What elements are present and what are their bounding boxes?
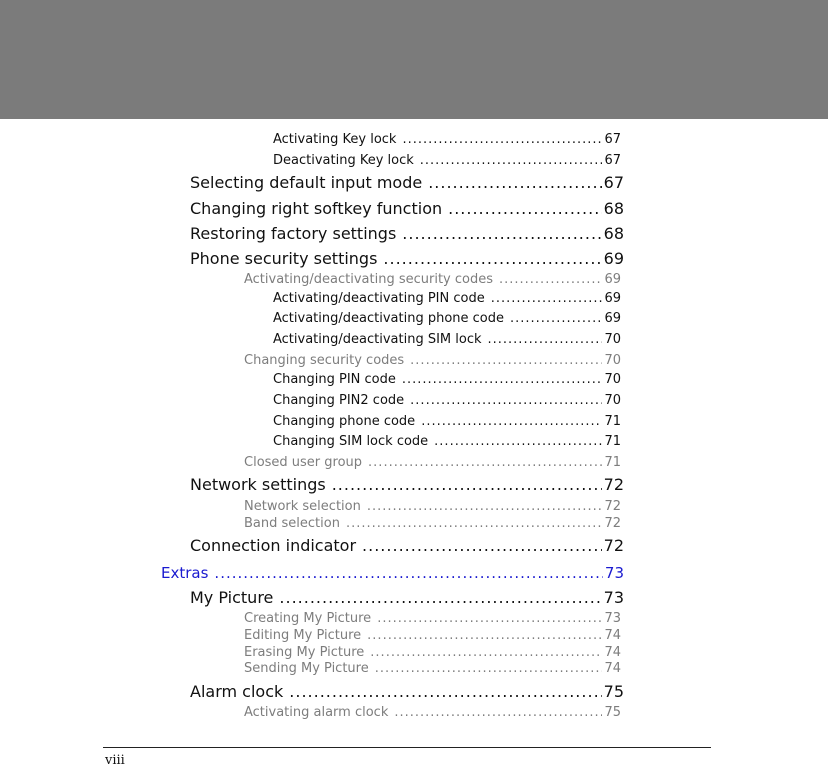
toc-entry-page: 69 [604,311,621,326]
toc-entry-page: 72 [604,516,621,531]
dot-leader [499,273,602,286]
toc-entry-label: Activating/deactivating SIM lock [273,332,482,347]
toc-entry-label: Changing security codes [244,353,405,368]
toc-entry-page: 67 [604,153,621,168]
toc-entry-closed-user-group[interactable] [244,456,621,469]
toc-entry-activating-alarm-clock[interactable] [244,706,621,719]
toc-entry-label: Changing SIM lock code [273,434,429,449]
toc-entry-page: 70 [604,353,621,368]
dot-leader [383,251,601,267]
dot-leader [367,500,603,513]
toc-entry-changing-pin2-code[interactable] [273,394,621,407]
toc-entry-editing-my-picture[interactable] [244,629,621,642]
toc-entry-label: Changing phone code [273,414,416,429]
dot-leader [377,612,602,625]
toc-entry-label: Network settings [190,475,326,494]
toc-entry-page: 71 [604,455,621,470]
toc-entry-label: Activating alarm clock [244,705,389,720]
toc-entry-label: Phone security settings [190,249,378,268]
dot-leader [214,566,602,581]
toc-entry-page: 73 [604,611,621,626]
toc-entry-page: 69 [604,291,621,306]
toc-entry-activating-deactivating-phone-code[interactable] [273,312,621,325]
dot-leader [394,706,602,719]
toc-entry-activating-deactivating-pin-code[interactable] [273,292,621,305]
toc-entry-label: Activating/deactivating security codes [244,272,493,287]
toc-entry-label: Alarm clock [190,682,284,701]
toc-entry-creating-my-picture[interactable] [244,612,621,625]
toc-entry-page: 69 [603,249,624,268]
toc-entry-label: Editing My Picture [244,628,362,643]
dot-leader [402,373,603,386]
toc-entry-label: Activating/deactivating phone code [273,311,504,326]
dot-leader [362,538,602,554]
toc-entry-label: Connection indicator [190,536,357,555]
toc-entry-page: 73 [603,588,624,607]
toc-entry-page: 71 [604,434,621,449]
toc-entry-extras[interactable] [161,566,624,581]
toc-entry-deactivating-key-lock[interactable] [273,154,621,167]
footer-rule [103,747,711,748]
dot-leader [332,477,602,493]
toc-entry-alarm-clock[interactable] [190,684,624,700]
dot-leader [428,175,601,191]
toc-entry-activating-deactivating-security-codes[interactable] [244,273,621,286]
dot-leader [279,590,601,606]
toc-entry-band-selection[interactable] [244,517,621,530]
toc-entry-changing-sim-lock-code[interactable] [273,435,621,448]
toc-entry-page: 74 [604,645,621,660]
dot-leader [434,435,602,448]
dot-leader [421,415,602,428]
dot-leader [488,333,603,346]
toc-entry-page: 73 [604,564,624,582]
dot-leader [402,226,601,242]
toc-entry-label: Activating Key lock [273,132,397,147]
dot-leader [410,394,602,407]
toc-entry-changing-pin-code[interactable] [273,373,621,386]
toc-entry-page: 74 [604,628,621,643]
header-band [0,0,828,119]
toc-entry-phone-security-settings[interactable] [190,251,624,267]
dot-leader [346,517,603,530]
toc-entry-label: My Picture [190,588,274,607]
toc-entry-page: 72 [604,499,621,514]
toc-entry-page: 67 [604,132,621,147]
toc-entry-page: 70 [604,393,621,408]
toc-entry-page: 72 [603,536,624,555]
toc-entry-label: Sending My Picture [244,661,369,676]
toc-entry-page: 68 [603,199,624,218]
dot-leader [410,354,602,367]
toc-entry-label: Changing right softkey function [190,199,443,218]
toc-entry-activating-deactivating-sim-lock[interactable] [273,333,621,346]
dot-leader [289,684,601,700]
toc-entry-page: 69 [604,272,621,287]
toc-entry-selecting-default-input-mode[interactable] [190,175,624,191]
toc-entry-page: 71 [604,414,621,429]
dot-leader [368,456,602,469]
toc-entry-activating-key-lock[interactable] [273,133,621,146]
toc-entry-network-settings[interactable] [190,477,624,493]
toc-entry-restoring-factory-settings[interactable] [190,226,624,242]
toc-entry-label: Activating/deactivating PIN code [273,291,485,306]
toc-entry-label: Erasing My Picture [244,645,365,660]
toc-entry-label: Creating My Picture [244,611,372,626]
toc-entry-label: Deactivating Key lock [273,153,414,168]
toc-entry-label: Extras [161,564,209,582]
toc-entry-sending-my-picture[interactable] [244,662,621,675]
dot-leader [510,312,602,325]
toc-entry-my-picture[interactable] [190,590,624,606]
toc-entry-label: Network selection [244,499,361,514]
toc-entry-label: Closed user group [244,455,363,470]
toc-entry-page: 67 [603,173,624,192]
toc-entry-label: Band selection [244,516,340,531]
toc-entry-changing-right-softkey-function[interactable] [190,201,624,217]
toc-entry-label: Changing PIN code [273,372,396,387]
toc-entry-page: 75 [604,705,621,720]
toc-entry-label: Restoring factory settings [190,224,397,243]
toc-entry-page: 72 [603,475,624,494]
toc-entry-changing-phone-code[interactable] [273,415,621,428]
toc-entry-page: 68 [603,224,624,243]
dot-leader [448,201,602,217]
toc-entry-page: 70 [604,372,621,387]
dot-leader [367,629,602,642]
toc-entry-label: Changing PIN2 code [273,393,405,408]
dot-leader [370,646,602,659]
toc-entry-changing-security-codes[interactable] [244,354,621,367]
dot-leader [402,133,602,146]
dot-leader [375,662,603,675]
footer-page-number: viii [105,753,125,768]
toc-entry-page: 75 [603,682,624,701]
dot-leader [491,292,603,305]
toc-entry-label: Selecting default input mode [190,173,423,192]
dot-leader [420,154,603,167]
toc-entry-connection-indicator[interactable] [190,538,624,554]
toc-entry-page: 70 [604,332,621,347]
toc-entry-erasing-my-picture[interactable] [244,646,621,659]
toc-entry-network-selection[interactable] [244,500,621,513]
toc-entry-page: 74 [604,661,621,676]
